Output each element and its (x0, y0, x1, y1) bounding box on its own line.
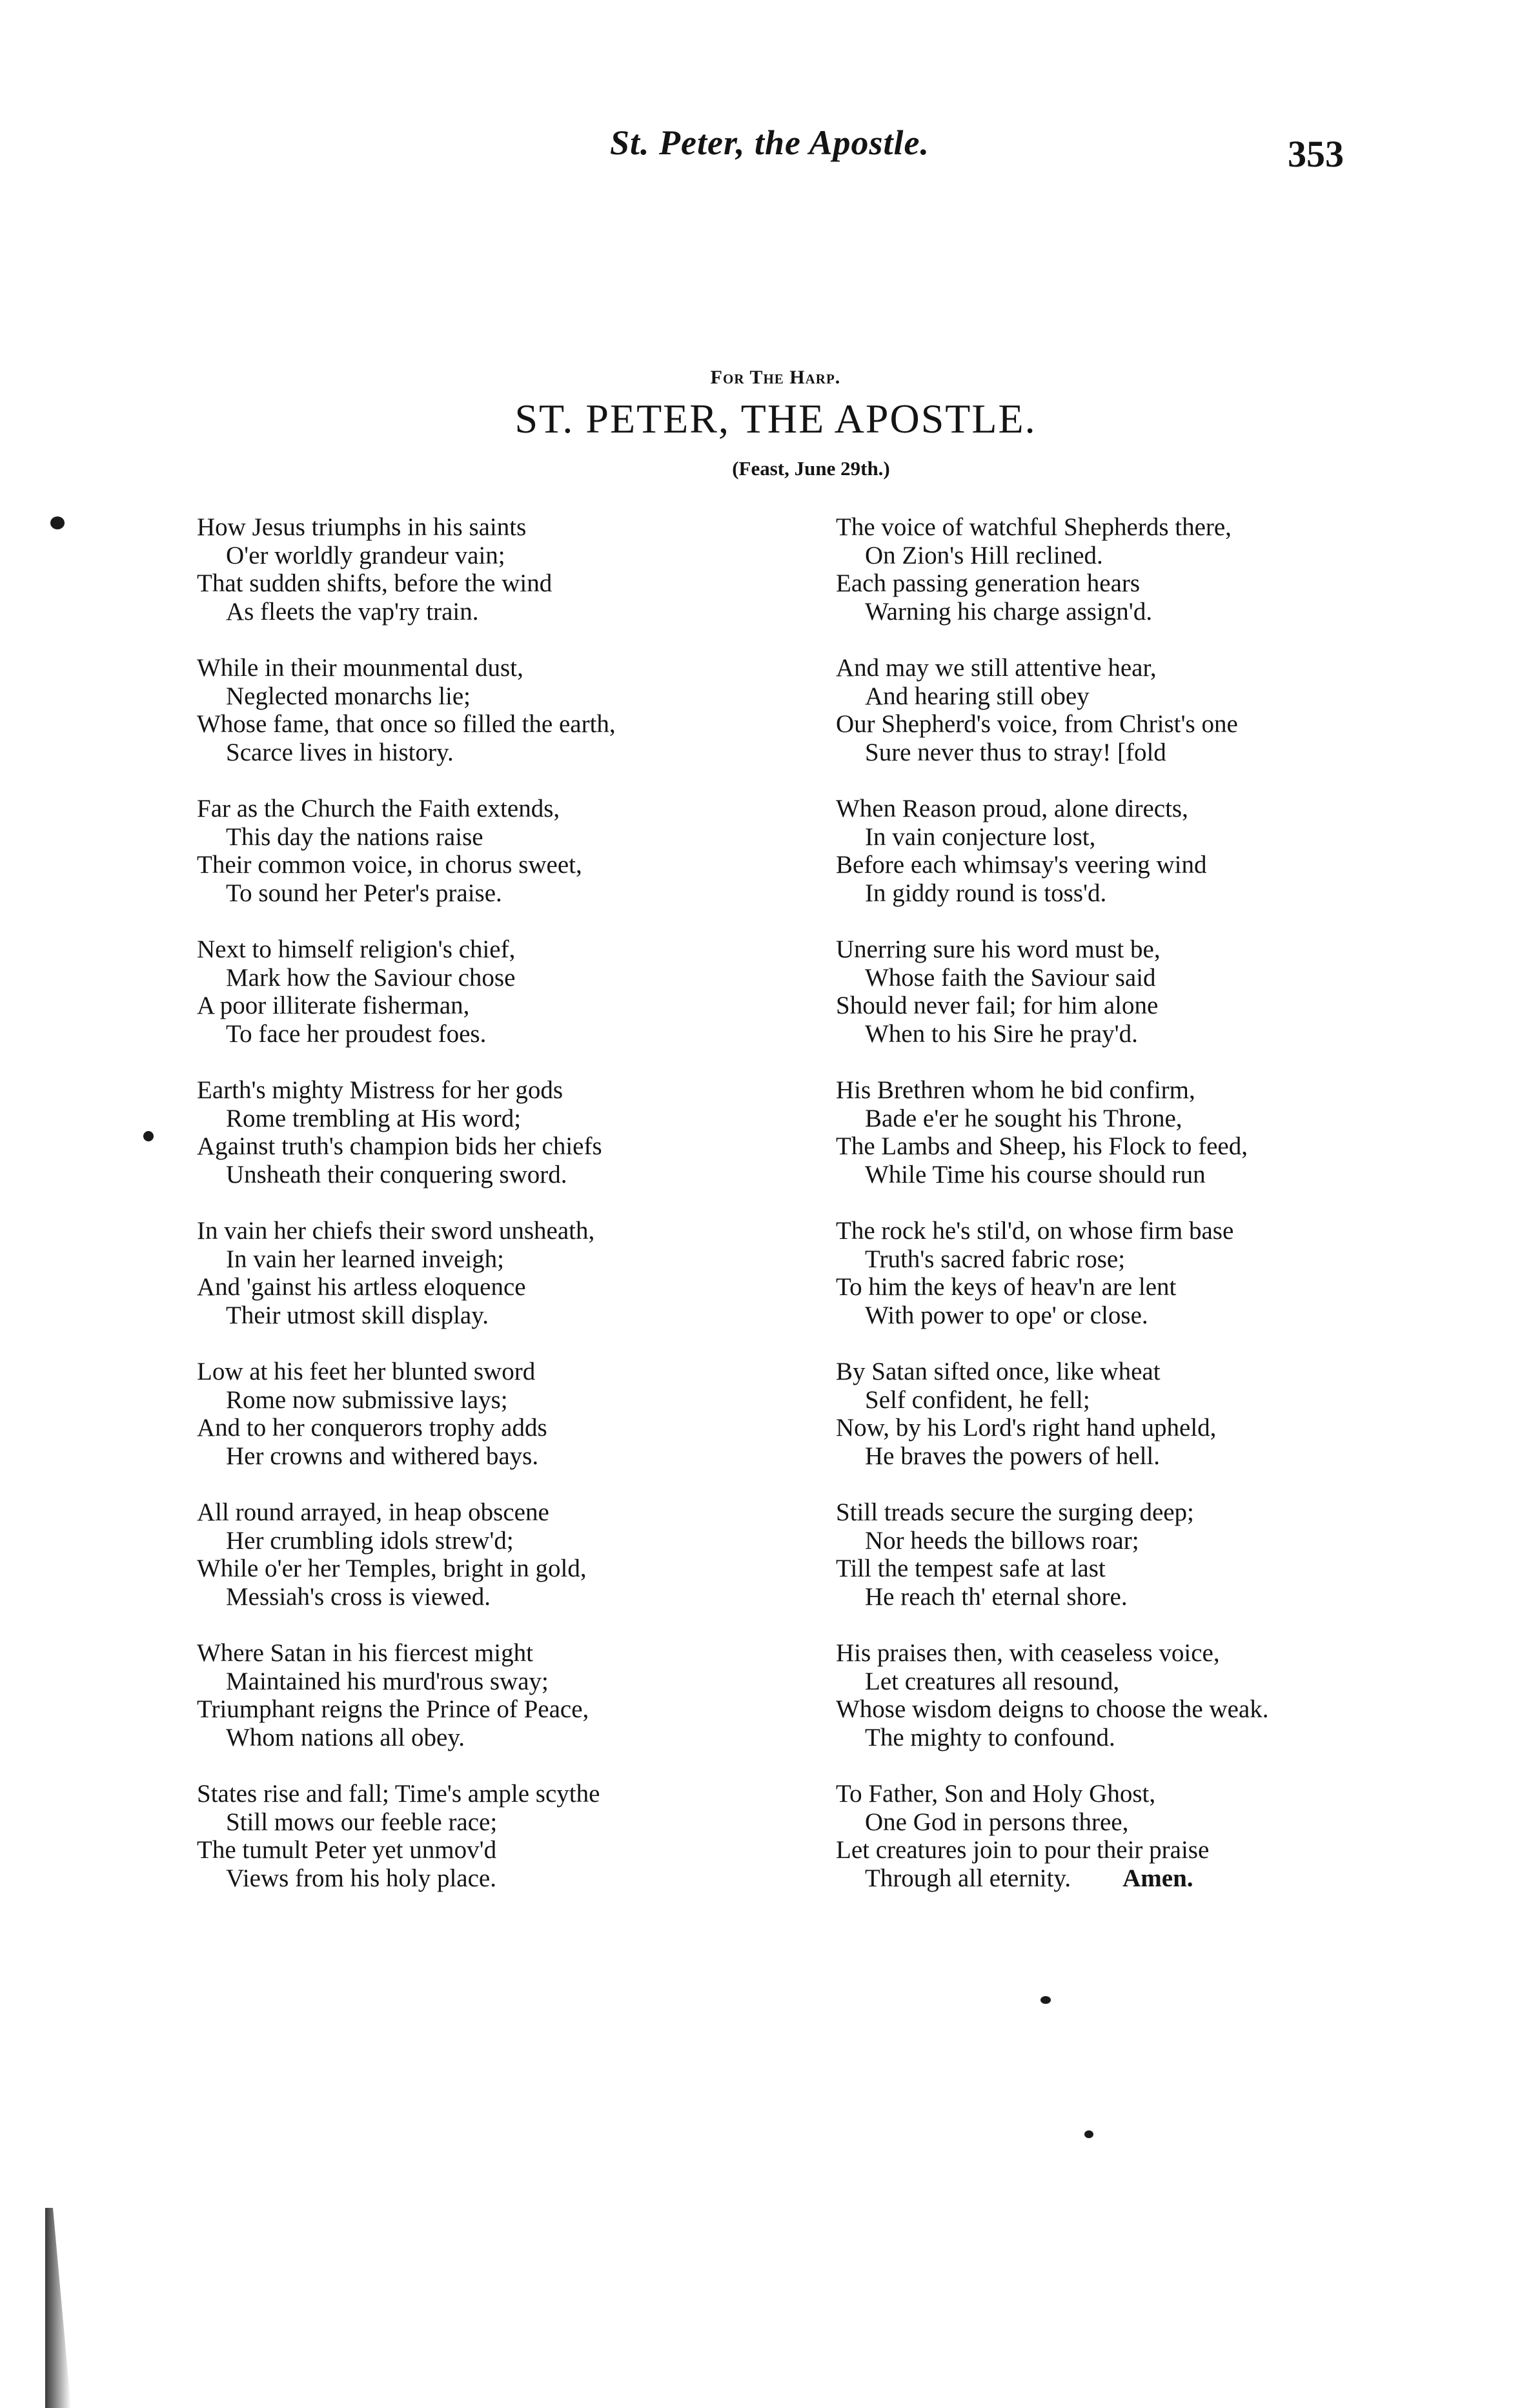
poem-line: He braves the powers of hell. (865, 1442, 1161, 1470)
stanza (197, 935, 804, 1076)
poem-line: In vain her learned inveigh; (226, 1245, 504, 1273)
ink-speck (1040, 1996, 1051, 2004)
poem-line: His Brethren whom he bid confirm, (836, 1076, 1195, 1104)
stanza (197, 795, 804, 935)
poem-line: Bade e'er he sought his Throne, (865, 1104, 1182, 1132)
poem-line: Their utmost skill display. (226, 1301, 489, 1329)
poem-line: States rise and fall; Time's ample scythe (197, 1780, 600, 1808)
stanza (197, 1076, 804, 1217)
poem-line: Next to himself religion's chief, (197, 935, 516, 963)
stanza (197, 654, 804, 795)
stanza (836, 1217, 1443, 1358)
poem-line: By Satan sifted once, like wheat (836, 1358, 1161, 1385)
poem-line: In vain her chiefs their sword unsheath, (197, 1217, 595, 1245)
poem-line: His praises then, with ceaseless voice, (836, 1639, 1220, 1667)
stanza (197, 1639, 804, 1780)
poem-line: The Lambs and Sheep, his Flock to feed, (836, 1132, 1248, 1160)
poem-line: The rock he's stil'd, on whose firm base (836, 1217, 1234, 1245)
poem-line: Self confident, he fell; (865, 1385, 1090, 1414)
poem-line: On Zion's Hill reclined. (865, 541, 1103, 569)
scan-gutter-shadow (45, 2208, 71, 2408)
poem-line: Rome trembling at His word; (226, 1104, 522, 1132)
amen-word: Amen. (1122, 1864, 1193, 1892)
poem-line: The tumult Peter yet unmov'd (197, 1836, 497, 1864)
poem-line: Each passing generation hears (836, 569, 1141, 597)
poem-line: Before each whimsay's veering wind (836, 851, 1207, 879)
poem-line: The mighty to confound. (865, 1723, 1115, 1751)
stanza (197, 513, 804, 654)
poem-line: Should never fail; for him alone (836, 992, 1159, 1019)
stanza (836, 1498, 1443, 1639)
poem-subtitle: (Feast, June 29th.) (732, 457, 890, 480)
poem-line: As fleets the vap'ry train. (226, 597, 479, 626)
poem-title: ST. PETER, THE APOSTLE. (514, 396, 1037, 442)
poem-line: Now, by his Lord's right hand upheld, (836, 1414, 1217, 1442)
stanza (836, 1076, 1443, 1217)
poem-line: In giddy round is toss'd. (865, 879, 1107, 907)
poem-line: He reach th' eternal shore. (865, 1582, 1128, 1611)
left-column (197, 513, 804, 1921)
poem-line: While o'er her Temples, bright in gold, (197, 1555, 587, 1582)
poem-line: Their common voice, in chorus sweet, (197, 851, 582, 879)
poem-line: Whose wisdom deigns to choose the weak. (836, 1695, 1269, 1723)
poem-line: When Reason proud, alone directs, (836, 795, 1188, 822)
poem-line: Against truth's champion bids her chiefs (197, 1132, 602, 1160)
poem-line: While Time his course should run (865, 1160, 1206, 1189)
poem-line: And hearing still obey (865, 682, 1090, 710)
poem-line: Whose fame, that once so filled the earth, (197, 710, 616, 738)
poem-line: Far as the Church the Faith extends, (197, 795, 560, 822)
poem-line: Truth's sacred fabric rose; (865, 1245, 1126, 1273)
ink-speck (1084, 2130, 1093, 2138)
poem-line: Rome now submissive lays; (226, 1385, 508, 1414)
poem-line: Her crumbling idols strew'd; (226, 1526, 514, 1555)
poem-line: Still mows our feeble race; (226, 1808, 498, 1836)
poem-line: Views from his holy place. (226, 1864, 496, 1892)
stanza (197, 1358, 804, 1498)
poem-line: And may we still attentive hear, (836, 654, 1157, 682)
poem-line: Maintained his murd'rous sway; (226, 1667, 549, 1695)
stanza (836, 654, 1443, 795)
stanza (836, 1358, 1443, 1498)
poem-line: Unsheath their conquering sword. (226, 1160, 567, 1189)
poem-line: Where Satan in his fiercest might (197, 1639, 533, 1667)
poem-line: Our Shepherd's voice, from Christ's one (836, 710, 1238, 738)
poem-line: Triumphant reigns the Prince of Peace, (197, 1695, 589, 1723)
poem-line: Messiah's cross is viewed. (226, 1582, 491, 1611)
poem-line: With power to ope' or close. (865, 1301, 1148, 1329)
stanza (197, 1498, 804, 1639)
running-title: St. Peter, the Apostle. (610, 123, 929, 162)
poem-line: Whom nations all obey. (226, 1723, 465, 1751)
poem-line: And to her conquerors trophy adds (197, 1414, 547, 1442)
closing-line (836, 1864, 1443, 1893)
poem-line: How Jesus triumphs in his saints (197, 513, 527, 541)
poem-source: For The Harp. (710, 367, 841, 388)
poem-line: That sudden shifts, before the wind (197, 569, 553, 597)
poem-line: Low at his feet her blunted sword (197, 1358, 536, 1385)
ink-speck (143, 1131, 154, 1141)
poem-line: To sound her Peter's praise. (226, 879, 502, 907)
poem-line: While in their mounmental dust, (197, 654, 523, 682)
poem-line: To face her proudest foes. (226, 1019, 487, 1048)
poem-line: Scarce lives in history. (226, 738, 454, 766)
poem-line: Through all eternity. (865, 1864, 1071, 1892)
poem-line: Till the tempest safe at last (836, 1555, 1106, 1582)
poem-line: Let creatures join to pour their praise (836, 1836, 1210, 1864)
poem-line: Still treads secure the surging deep; (836, 1498, 1194, 1526)
poem-line: Her crowns and withered bays. (226, 1442, 539, 1470)
poem-line: The voice of watchful Shepherds there, (836, 513, 1232, 541)
right-column (836, 513, 1443, 1921)
poem-line: To him the keys of heav'n are lent (836, 1273, 1177, 1301)
poem-line: Earth's mighty Mistress for her gods (197, 1076, 563, 1104)
poem-line: Warning his charge assign'd. (865, 597, 1153, 626)
stanza (197, 1217, 804, 1358)
poem-line: Neglected monarchs lie; (226, 682, 471, 710)
stanza (836, 795, 1443, 935)
poem-line: Nor heeds the billows roar; (865, 1526, 1139, 1555)
poem-line: And 'gainst his artless eloquence (197, 1273, 526, 1301)
poem-line: When to his Sire he pray'd. (865, 1019, 1138, 1048)
poem-line: A poor illiterate fisherman, (197, 992, 470, 1019)
poem-line: All round arrayed, in heap obscene (197, 1498, 549, 1526)
poem-line: Unerring sure his word must be, (836, 935, 1161, 963)
stanza (836, 513, 1443, 654)
poem-line: Mark how the Saviour chose (226, 963, 516, 992)
poem-line: Let creatures all resound, (865, 1667, 1120, 1695)
page-number: 353 (1288, 133, 1344, 175)
poem-line: One God in persons three, (865, 1808, 1129, 1836)
poem-line: This day the nations raise (226, 822, 483, 851)
poem-line: O'er worldly grandeur vain; (226, 541, 505, 569)
stanza (836, 935, 1443, 1076)
stanza (836, 1639, 1443, 1780)
ink-speck (50, 516, 65, 529)
poem-line: In vain conjecture lost, (865, 822, 1096, 851)
poem-line: To Father, Son and Holy Ghost, (836, 1780, 1156, 1808)
stanza (836, 1780, 1443, 1921)
stanza (197, 1780, 804, 1921)
poem-line: Sure never thus to stray! [fold (865, 738, 1166, 766)
poem-line: Whose faith the Saviour said (865, 963, 1156, 992)
